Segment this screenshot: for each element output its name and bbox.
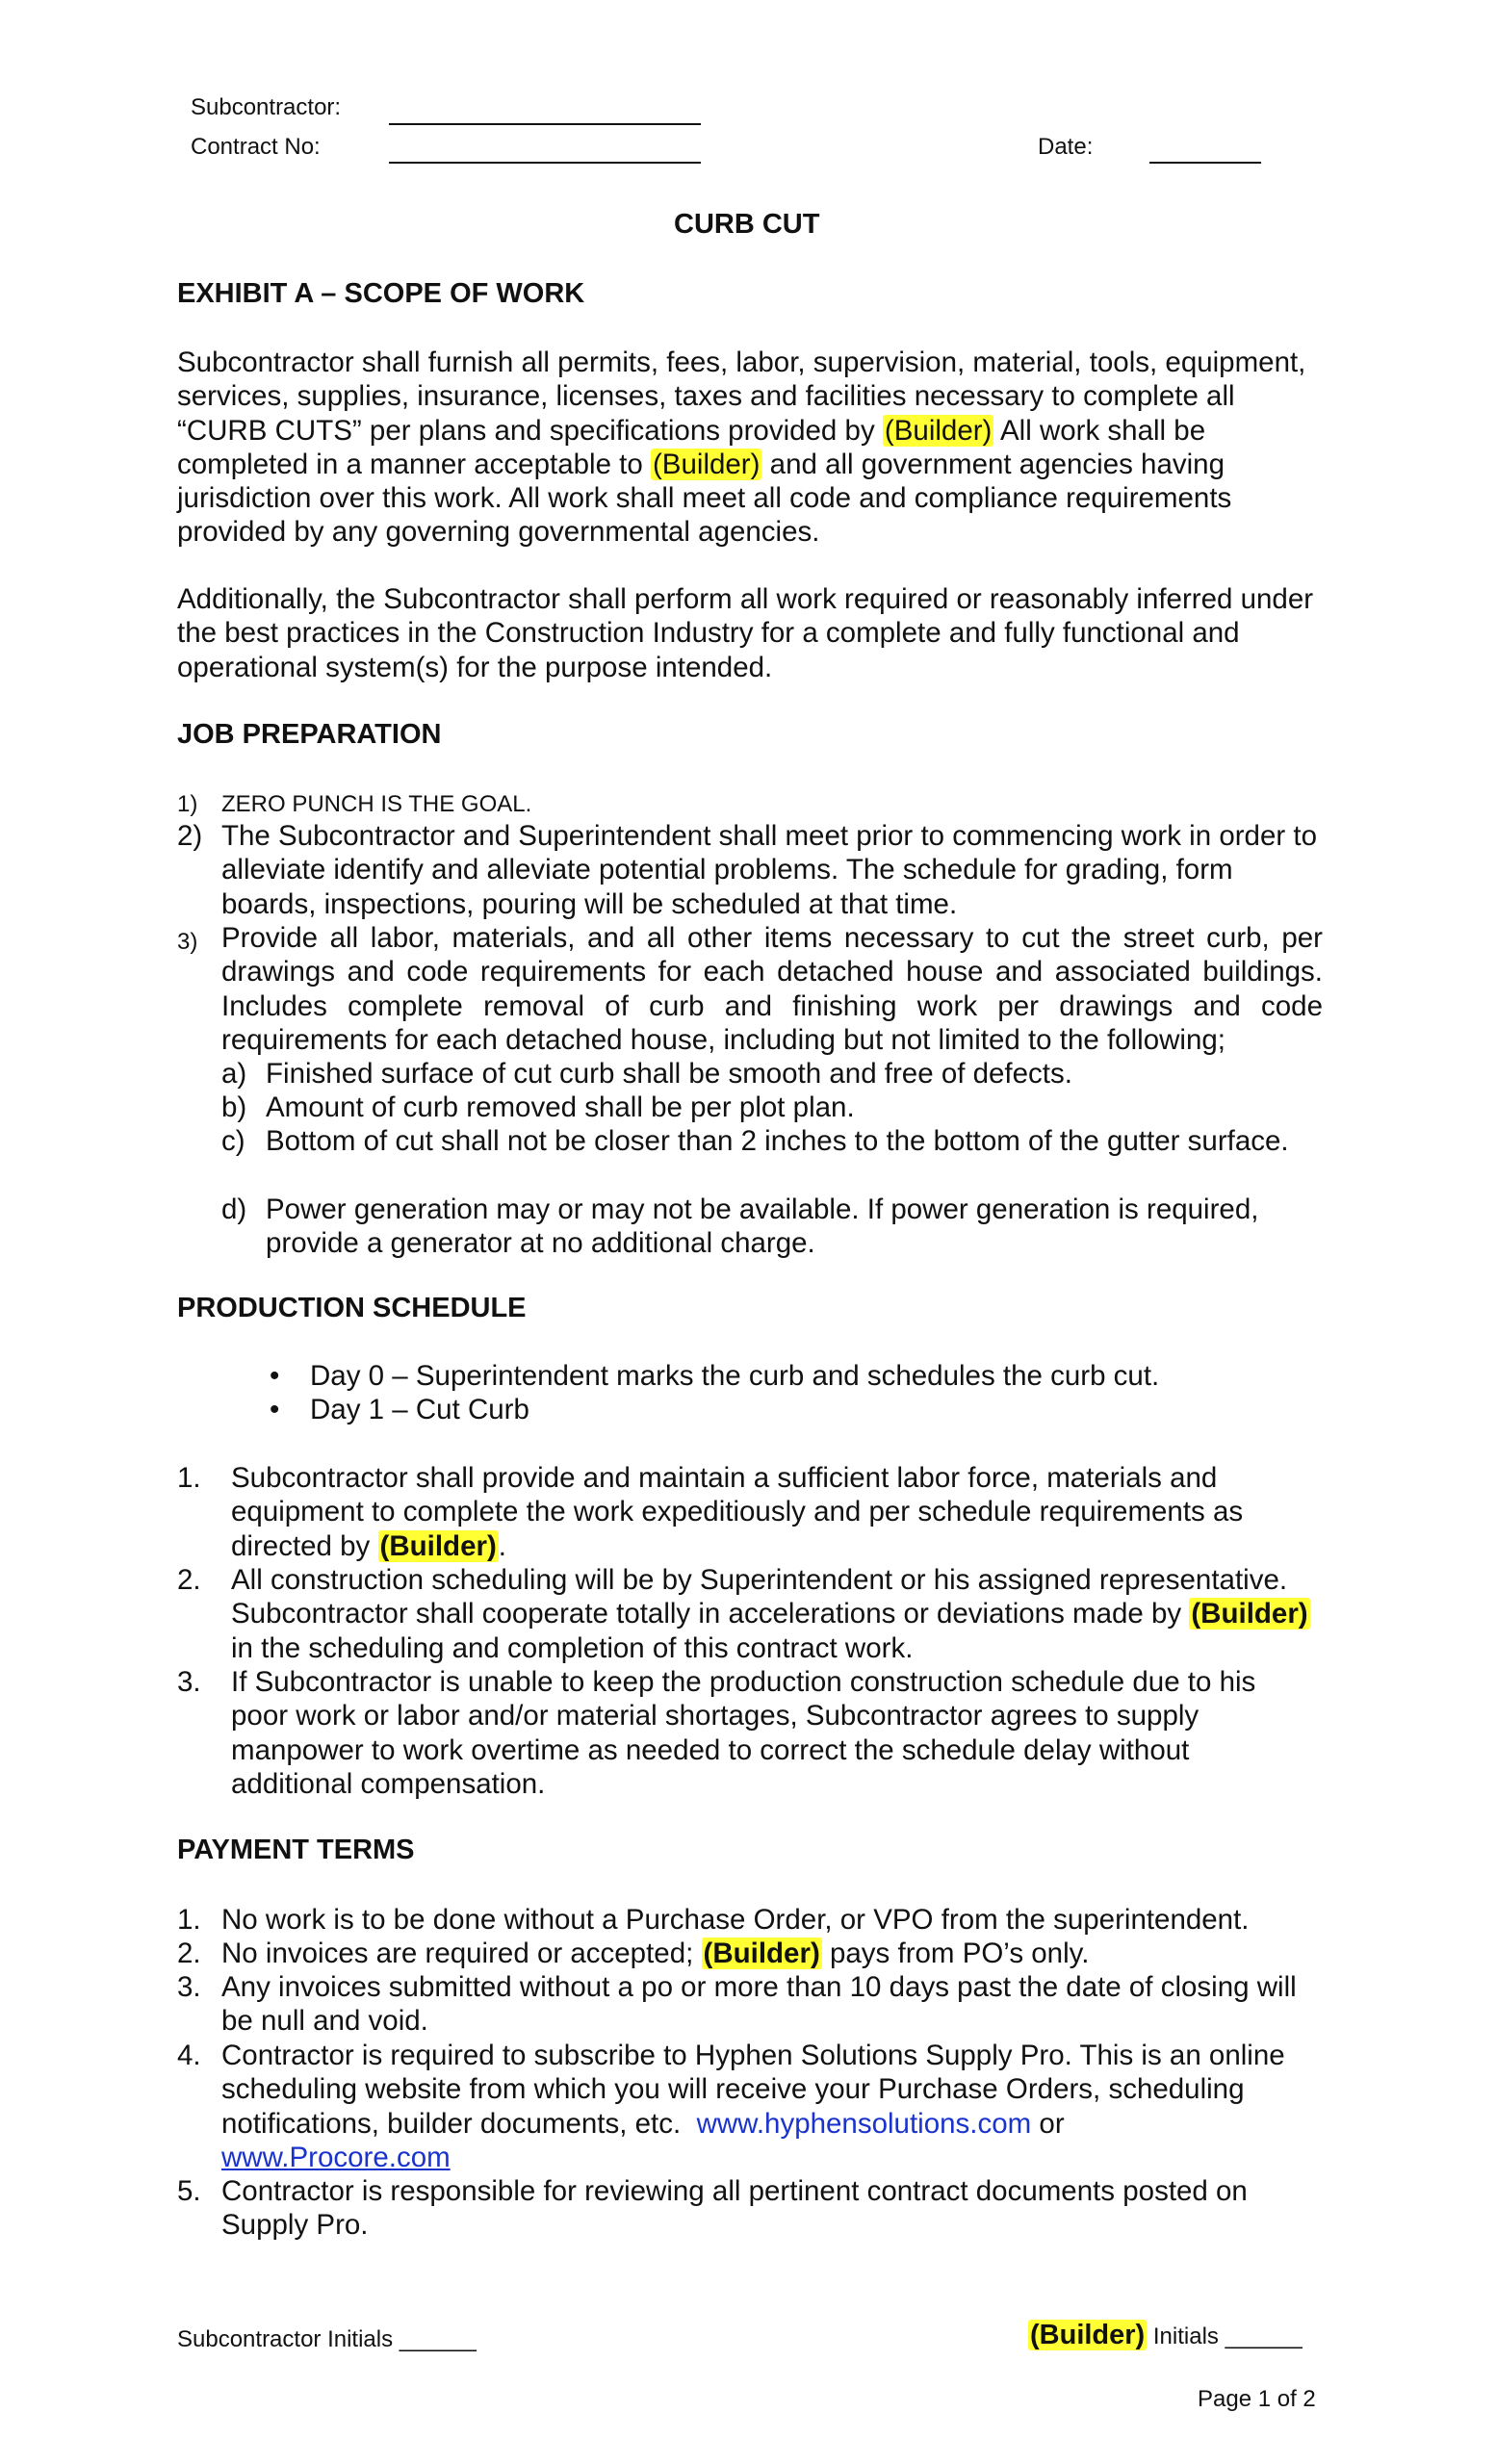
page-number: Page 1 of 2: [1198, 2386, 1316, 2412]
contract-no-blank: [389, 162, 701, 164]
production-heading: PRODUCTION SCHEDULE: [177, 1293, 527, 1323]
contract-no-label: Contract No:: [191, 134, 321, 160]
date-label: Date:: [1038, 134, 1094, 160]
builder-highlight: (Builder): [1191, 1598, 1308, 1630]
payment-heading: PAYMENT TERMS: [177, 1835, 415, 1865]
job-prep-heading: JOB PREPARATION: [177, 719, 442, 750]
intro-paragraph-2: Additionally, the Subcontractor shall perform all work required or reasonably inferred under the best practices in the Construction Industry for a complete and fully functional and operational system(s) for the purpose intended.: [177, 583, 1314, 683]
builder-highlight: (Builder): [652, 448, 761, 480]
builder-highlight: (Builder): [379, 1529, 497, 1562]
page-title: CURB CUT: [674, 209, 820, 240]
exhibit-heading: EXHIBIT A – SCOPE OF WORK: [177, 278, 585, 309]
hyphen-solutions-link[interactable]: www.hyphensolutions.com: [696, 2107, 1032, 2140]
builder-highlight: (Builder): [1030, 2320, 1146, 2350]
builder-highlight: (Builder): [703, 1938, 820, 1969]
subcontractor-initials: Subcontractor Initials ______: [177, 2326, 477, 2352]
builder-highlight: (Builder): [884, 414, 993, 447]
procore-link[interactable]: www.Procore.com: [221, 2141, 451, 2173]
subcontractor-label: Subcontractor:: [191, 94, 342, 120]
builder-initials: (Builder) Initials ______: [1030, 2320, 1303, 2350]
date-blank: [1149, 162, 1261, 164]
intro-paragraph-1: Subcontractor shall furnish all permits, fees, labor, supervision, material, tools, equipment, services, supplies, insurance, licenses, taxes and facilities necessary to complete all “CURB CUTS” per plans and specifications provided by (Builder) All work shall be completed in a manner acceptable to (Builder) and all government agencies having jurisdiction over this work. All work shall meet all code and compliance requirements provided by any governing governmental agencies.: [177, 346, 1306, 549]
subcontractor-blank: [389, 123, 701, 125]
